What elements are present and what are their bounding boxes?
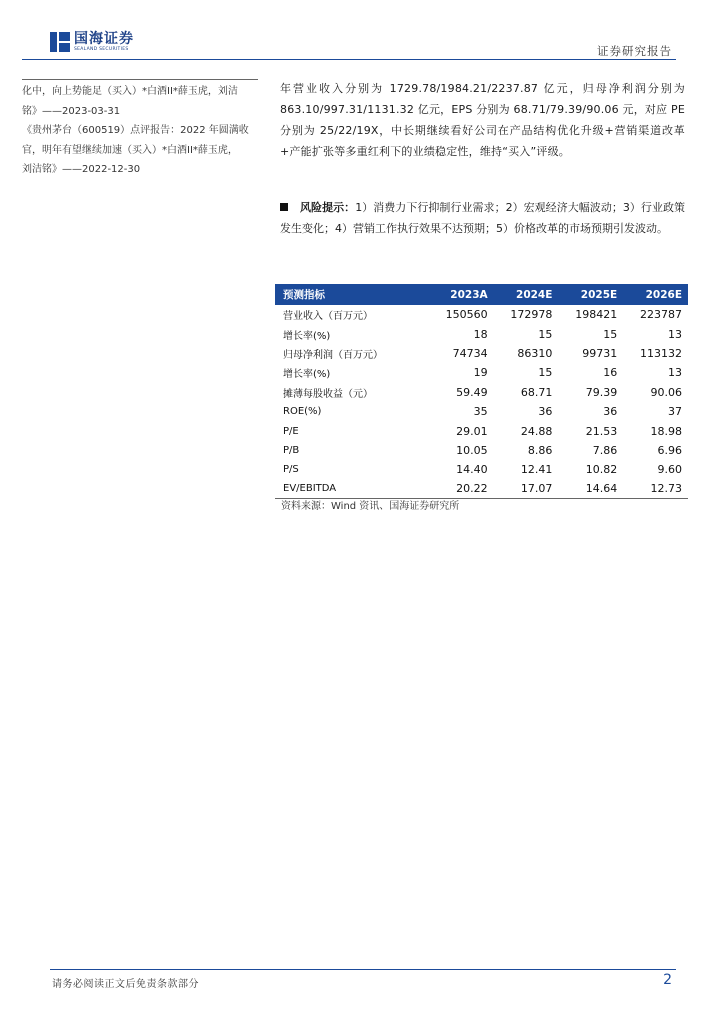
related-report-line: 《贵州茅台（600519）点评报告：2022 年圆满收 (22, 125, 249, 136)
table-cell: 172978 (510, 308, 553, 322)
table-cell: 223787 (640, 308, 682, 322)
table-header-row (275, 284, 688, 305)
table-row-label: 摊薄每股收益（元） (283, 388, 373, 400)
table-row-label: EV/EBITDA (275, 480, 429, 499)
doc-type-label: 证券研究报告 (597, 44, 672, 58)
footer-divider (50, 969, 676, 970)
table-cell: 59.49 (456, 385, 488, 399)
table-row-label: P/S (283, 464, 299, 476)
table-row (275, 460, 688, 479)
table-row (275, 421, 688, 440)
table-cell: 13 (668, 327, 682, 341)
disclaimer-note: 请务必阅读正文后免责条款部分 (52, 979, 199, 990)
table-cell: 12.73 (623, 480, 688, 499)
forecast-table (275, 284, 688, 499)
table-cell: 18.98 (650, 424, 682, 438)
table-row (275, 324, 688, 343)
table-cell: 29.01 (456, 424, 488, 438)
table-cell: 10.05 (456, 443, 488, 457)
table-cell: 113132 (640, 346, 682, 360)
table-cell: 13 (668, 366, 682, 380)
table-cell: 99731 (582, 346, 618, 360)
table-row-label: 营业收入（百万元） (283, 311, 373, 323)
table-row-label: 增长率(%) (283, 330, 331, 342)
table-row-label: ROE(%) (283, 406, 322, 418)
table-row (275, 305, 688, 324)
brand-logo (50, 31, 134, 53)
table-cell: 8.86 (527, 443, 553, 457)
table-cell: 68.71 (520, 385, 553, 399)
table-cell: 19 (473, 366, 488, 380)
table-row (275, 363, 688, 382)
table-cell: 14.40 (456, 463, 488, 477)
table-row-label: 归母净利润（百万元） (283, 349, 383, 361)
table-header-cell: 2026E (623, 284, 688, 305)
table-cell: 74734 (452, 346, 488, 360)
table-cell: 12.41 (520, 463, 553, 477)
forecast-paragraph: 年营业收入分别为 1729.78/1984.21/2237.87 亿元，归母净利润分别为 863.10/997.31/1131.32 亿元，EPS 分别为 68.71/79.39/90.06 元，对应 PE 分别为 25/22/19X，中长期继续看好公司在产品结构优化升级+营销渠道改革+产能扩张等多重红利下的业绩稳定性，维持“买入”评级。 (280, 82, 685, 158)
related-report-line: 官，明年有望继续加速（买入）*白酒II*薛玉虎， (22, 144, 238, 156)
table-row-label: 增长率(%) (283, 369, 331, 381)
table-header-cell: 预测指标 (275, 284, 429, 305)
table-row (275, 344, 688, 363)
table-row (275, 402, 688, 421)
table-cell: 18 (473, 327, 488, 341)
risk-label: 风险提示： (300, 201, 356, 214)
related-report-line: 刘洁铭》——2022-12-30 (22, 164, 141, 175)
table-cell: 10.82 (585, 463, 618, 477)
table-row (275, 383, 688, 402)
table-cell: 15 (603, 327, 618, 341)
logo-text-cn: 国海证券 (74, 31, 134, 47)
table-cell: 35 (473, 405, 488, 419)
table-row (275, 441, 688, 460)
table-cell: 15 (538, 327, 553, 341)
table-header-cell: 2025E (558, 284, 623, 305)
table-row-label: P/E (283, 425, 299, 437)
risk-text: 1）消费力下行抑制行业需求；2）宏观经济大幅波动；3）行业政策发生变化；4）营销工作执行效果不达预期；5）价格改革的市场预期引发波动。 (280, 201, 686, 235)
table-cell: 17.07 (494, 480, 559, 499)
table-header-cell: 2024E (494, 284, 559, 305)
table-header-cell: 2023A (429, 284, 494, 305)
table-cell: 16 (603, 366, 618, 380)
table-cell: 79.39 (585, 385, 618, 399)
related-reports (22, 79, 262, 180)
related-report-line: 铭》——2023-03-31 (22, 105, 121, 117)
table-cell: 150560 (445, 308, 488, 322)
header-divider (22, 59, 676, 60)
square-bullet-icon (280, 203, 288, 211)
table-cell: 86310 (517, 346, 553, 360)
table-cell: 24.88 (520, 424, 553, 438)
table-cell: 36 (538, 405, 553, 419)
table-row (275, 480, 688, 499)
table-cell: 20.22 (429, 480, 494, 499)
page-number: 2 (663, 972, 672, 988)
table-cell: 6.96 (657, 443, 682, 457)
table-cell: 36 (603, 405, 618, 419)
table-cell: 21.53 (585, 424, 618, 438)
table-cell: 15 (538, 366, 553, 380)
related-report-line: 化中，向上势能足（买入）*白酒II*薛玉虎，刘洁 (22, 86, 238, 97)
table-cell: 7.86 (592, 443, 618, 457)
table-source: 资料来源：Wind 资讯、国海证券研究所 (281, 501, 460, 512)
table-row-label: P/B (283, 444, 300, 456)
logo-text-en: SEALAND SECURITIES (74, 47, 129, 52)
table-cell: 9.60 (657, 463, 682, 477)
table-cell: 14.64 (558, 480, 623, 499)
table-cell: 198421 (575, 308, 618, 322)
risk-warning (280, 197, 685, 239)
logo-icon (50, 32, 70, 52)
table-cell: 37 (668, 405, 682, 419)
table-cell: 90.06 (650, 385, 682, 399)
related-reports-divider (22, 79, 258, 80)
